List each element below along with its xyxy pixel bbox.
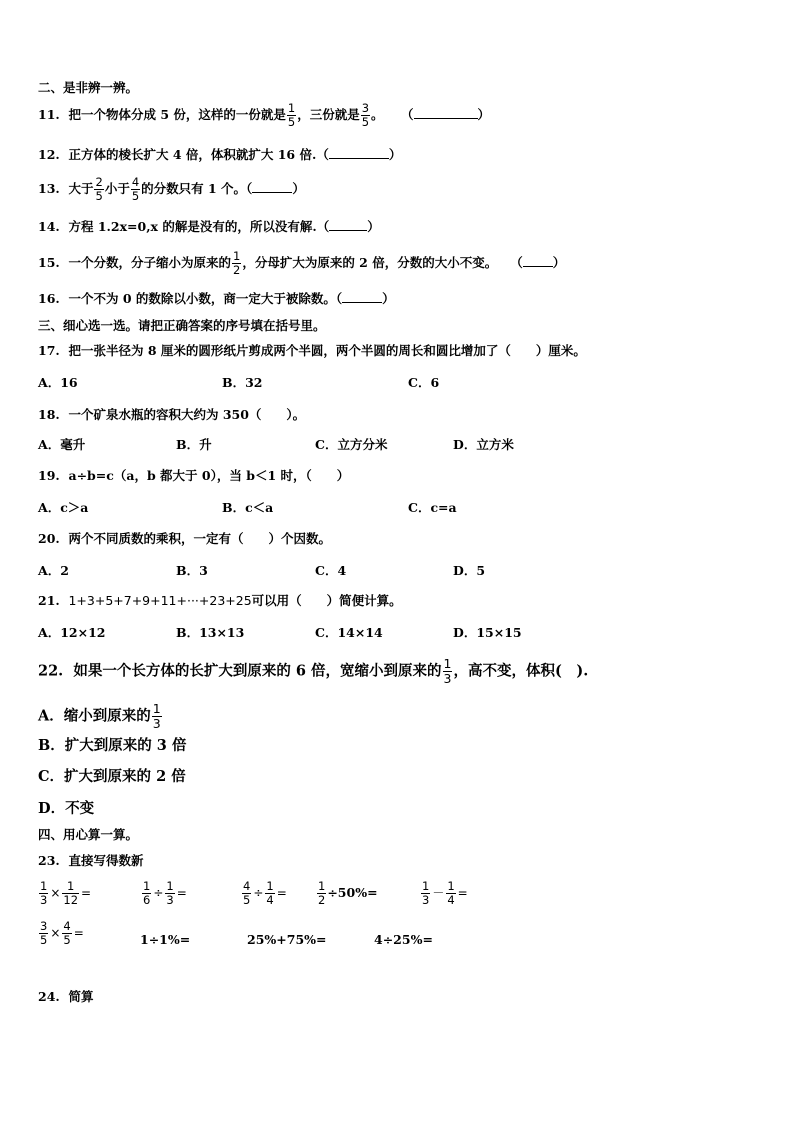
option-c[interactable]: C．6 — [408, 375, 440, 390]
calc-expression: 1÷1%= — [140, 932, 191, 947]
answer-blank[interactable] — [523, 255, 553, 267]
question-20: 20. 两个不同质数的乘积，一定有（ ）个因数。 — [38, 531, 331, 546]
question-18: 18. 一个矿泉水瓶的容积大约为 350（ ）。 — [38, 407, 306, 422]
question-15: 15. 一个分数，分子缩小为原来的 $\frac{1}{2}$ ，分母扩大为原来的 2 倍，分数的大小不变。 （ ） — [38, 249, 566, 277]
option-d[interactable]: D．不变 — [38, 800, 95, 817]
calc-expression: $\frac{1}{3}$ × $\frac{1}{12}$ = — [40, 879, 92, 907]
fraction: $\frac{4}{5}$ — [131, 175, 140, 203]
option-b[interactable]: B．c＜a — [222, 500, 274, 515]
option-c[interactable]: C．c=a — [408, 500, 457, 515]
option-a[interactable]: A．c＞a — [38, 500, 89, 515]
question-14: 14. 方程 1.2x=0,x 的解是没有的，所以没有解.（ ） — [38, 219, 380, 234]
question-11: 11. 把一个物体分成 5 份，这样的一份就是 $\frac{1}{5}$ ，三份就是 $\frac{3}{5}$ 。 （ ） — [38, 101, 491, 129]
option-a[interactable]: A．缩小到原来的 $\frac{1}{3}$ — [38, 701, 161, 731]
calc-expression: $\frac{1}{6}$ ÷ $\frac{1}{3}$ = — [143, 879, 187, 907]
calc-expression: 4÷25%= — [374, 932, 433, 947]
option-a[interactable]: A．16 — [38, 375, 78, 390]
section-4-heading: 四、用心算一算。 — [38, 827, 139, 842]
fraction: $\frac{1}{3}$ — [443, 656, 452, 686]
option-c[interactable]: C．14×14 — [315, 625, 383, 640]
answer-blank[interactable] — [252, 181, 292, 193]
question-13: 13. 大于 $\frac{2}{5}$ 小于 $\frac{4}{5}$ 的分数只有 1 个。（ ） — [38, 175, 305, 203]
fraction: $\frac{3}{5}$ — [361, 101, 370, 129]
calc-expression: $\frac{1}{2}$ ÷50%= — [318, 879, 378, 907]
question-22: 22. 如果一个长方体的长扩大到原来的 6 倍，宽缩小到原来的 $\frac{1}{3}$ ，高不变，体积( ). — [38, 656, 589, 686]
answer-blank[interactable] — [329, 219, 367, 231]
fraction: $\frac{1}{2}$ — [232, 249, 241, 277]
question-17: 17. 把一张半径为 8 厘米的圆形纸片剪成两个半圆，两个半圆的周长和圆比增加了（ ）厘米。 — [38, 343, 586, 358]
option-c[interactable]: C．扩大到原来的 2 倍 — [38, 768, 186, 785]
option-c[interactable]: C．4 — [315, 563, 347, 578]
section-3-heading: 三、细心选一选。请把正确答案的序号填在括号里。 — [38, 318, 326, 333]
calc-expression: 25%+75%= — [247, 932, 327, 947]
calc-expression: $\frac{3}{5}$ × $\frac{4}{5}$ = — [40, 919, 84, 947]
answer-blank[interactable] — [329, 147, 389, 159]
answer-blank[interactable] — [414, 107, 478, 119]
question-21: 21. 1+3+5+7+9+11+···+23+25可以用（ ）简便计算。 — [38, 593, 402, 608]
question-12: 12. 正方体的棱长扩大 4 倍，体积就扩大 16 倍.（ ） — [38, 147, 402, 162]
fraction: $\frac{2}{5}$ — [95, 175, 103, 203]
option-d[interactable]: D．立方米 — [453, 437, 514, 452]
option-a[interactable]: A．12×12 — [38, 625, 106, 640]
option-b[interactable]: B．32 — [222, 375, 263, 390]
option-b[interactable]: B．3 — [176, 563, 208, 578]
question-23: 23. 直接写得数新 — [38, 853, 144, 868]
calc-expression: $\frac{1}{3}$ － $\frac{1}{4}$ = — [422, 879, 468, 907]
option-b[interactable]: B．升 — [176, 437, 212, 452]
option-b[interactable]: B．13×13 — [176, 625, 245, 640]
fraction: $\frac{1}{3}$ — [152, 701, 161, 731]
option-a[interactable]: A．毫升 — [38, 437, 86, 452]
option-d[interactable]: D．15×15 — [453, 625, 522, 640]
question-19: 19. a÷b=c（a，b 都大于 0），当 b＜1 时，（ ） — [38, 468, 350, 483]
question-24: 24. 简算 — [38, 989, 94, 1004]
option-d[interactable]: D．5 — [453, 563, 486, 578]
calc-expression: $\frac{4}{5}$ ÷ $\frac{1}{4}$ = — [243, 879, 287, 907]
question-16: 16. 一个不为 0 的数除以小数，商一定大于被除数。（ ） — [38, 291, 395, 306]
option-c[interactable]: C．立方分米 — [315, 437, 388, 452]
answer-blank[interactable] — [342, 291, 382, 303]
section-2-heading: 二、是非辨一辨。 — [38, 80, 139, 95]
option-a[interactable]: A．2 — [38, 563, 69, 578]
fraction: $\frac{1}{5}$ — [287, 101, 296, 129]
option-b[interactable]: B．扩大到原来的 3 倍 — [38, 737, 187, 754]
